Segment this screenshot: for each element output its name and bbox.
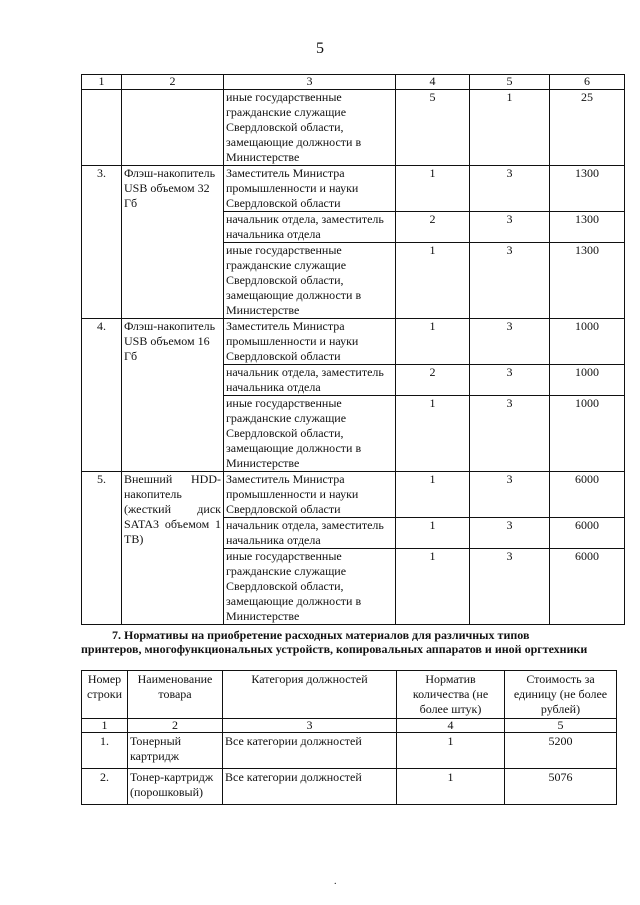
- item-name: Флэш-накопитель USB объемом 32 Гб: [122, 166, 224, 319]
- item-number: [82, 90, 122, 166]
- row-number: 2.: [82, 769, 128, 805]
- column-number: 6: [550, 75, 625, 90]
- column-number: 3: [224, 75, 396, 90]
- price-value: 6000: [550, 472, 625, 518]
- price-value: 1300: [550, 243, 625, 319]
- price-value: 25: [550, 90, 625, 166]
- price-value: 1000: [550, 319, 625, 365]
- quantity-value: 1: [396, 243, 470, 319]
- section-7-heading-line2: принтеров, многофункциональных устройств, копировальных аппаратов и иной оргтехники: [81, 642, 588, 656]
- price-value: 6000: [550, 549, 625, 625]
- column-header: Стоимость за единицу (не более рублей): [505, 671, 617, 719]
- position-category: Заместитель Министра промышленности и науки Свердловской области: [224, 472, 396, 518]
- position-category: иные государственные гражданские служащие Свердловской области, замещающие должности в Министерстве: [224, 243, 396, 319]
- quantity-value: 1: [396, 518, 470, 549]
- column-number: 2: [128, 719, 223, 733]
- price-value: 6000: [550, 518, 625, 549]
- table-row: [82, 166, 625, 212]
- quantity-value: 1: [396, 396, 470, 472]
- price-value: 1300: [550, 166, 625, 212]
- item-number: 3.: [82, 166, 122, 319]
- quantity-value: 1: [397, 733, 505, 769]
- price-value: 1300: [550, 212, 625, 243]
- quantity-value: 1: [396, 166, 470, 212]
- period-value: 3: [470, 319, 550, 365]
- footer-mark: .: [334, 876, 337, 887]
- quantity-value: 1: [397, 769, 505, 805]
- item-name: Тонерный картридж: [128, 733, 223, 769]
- column-number: 1: [82, 75, 122, 90]
- position-category: иные государственные гражданские служащие Свердловской области, замещающие должности в Министерстве: [224, 396, 396, 472]
- period-value: 3: [470, 243, 550, 319]
- column-header: Номер строки: [82, 671, 128, 719]
- row-number: 1.: [82, 733, 128, 769]
- quantity-value: 1: [396, 549, 470, 625]
- period-value: 3: [470, 166, 550, 212]
- period-value: 3: [470, 212, 550, 243]
- column-number: 3: [223, 719, 397, 733]
- column-number-row: [82, 719, 617, 733]
- item-number: 5.: [82, 472, 122, 625]
- price-value: 1000: [550, 365, 625, 396]
- table-row: [82, 733, 617, 769]
- table-row: [82, 90, 625, 166]
- table-body: [82, 719, 617, 805]
- column-number: 2: [122, 75, 224, 90]
- quantity-value: 1: [396, 472, 470, 518]
- column-number-row: [82, 75, 625, 90]
- table-row: [82, 319, 625, 365]
- price-value: 5200: [505, 733, 617, 769]
- position-category: начальник отдела, заместитель начальника отдела: [224, 212, 396, 243]
- position-category: Все категории должностей: [223, 733, 397, 769]
- item-name: [122, 90, 224, 166]
- item-number: 4.: [82, 319, 122, 472]
- quantity-value: 2: [396, 212, 470, 243]
- column-number: 5: [505, 719, 617, 733]
- position-category: иные государственные гражданские служащие Свердловской области, замещающие должности в Министерстве: [224, 549, 396, 625]
- period-value: 3: [470, 396, 550, 472]
- header-row: [82, 671, 617, 719]
- column-header: Категория должностей: [223, 671, 397, 719]
- column-number: 4: [396, 75, 470, 90]
- page-number: 5: [316, 40, 324, 57]
- column-number: 5: [470, 75, 550, 90]
- quantity-value: 2: [396, 365, 470, 396]
- column-number: 4: [397, 719, 505, 733]
- position-category: начальник отдела, заместитель начальника отдела: [224, 518, 396, 549]
- position-category: начальник отдела, заместитель начальника отдела: [224, 365, 396, 396]
- price-value: 1000: [550, 396, 625, 472]
- consumables-norms-table: [81, 670, 617, 805]
- price-value: 5076: [505, 769, 617, 805]
- position-category: Все категории должностей: [223, 769, 397, 805]
- table-row: [82, 769, 617, 805]
- period-value: 3: [470, 549, 550, 625]
- quantity-value: 5: [396, 90, 470, 166]
- item-name: Внешний HDD-накопитель (жесткий диск SATA3 объемом 1 ТВ): [122, 472, 224, 625]
- position-category: Заместитель Министра промышленности и науки Свердловской области: [224, 166, 396, 212]
- column-header: Норматив количества (не более штук): [397, 671, 505, 719]
- item-name: Тонер-картридж (порошковый): [128, 769, 223, 805]
- column-number: 1: [82, 719, 128, 733]
- period-value: 3: [470, 472, 550, 518]
- position-category: Заместитель Министра промышленности и науки Свердловской области: [224, 319, 396, 365]
- position-category: иные государственные гражданские служащие Свердловской области, замещающие должности в Министерстве: [224, 90, 396, 166]
- item-name: Флэш-накопитель USB объемом 16 Гб: [122, 319, 224, 472]
- equipment-norms-table: [81, 74, 625, 625]
- column-header: Наименование товара: [128, 671, 223, 719]
- table-body: [82, 90, 625, 625]
- section-7-heading: [81, 628, 617, 656]
- period-value: 1: [470, 90, 550, 166]
- period-value: 3: [470, 518, 550, 549]
- period-value: 3: [470, 365, 550, 396]
- table-row: [82, 472, 625, 518]
- quantity-value: 1: [396, 319, 470, 365]
- section-7-heading-line1: 7. Нормативы на приобретение расходных материалов для различных типов: [112, 628, 530, 642]
